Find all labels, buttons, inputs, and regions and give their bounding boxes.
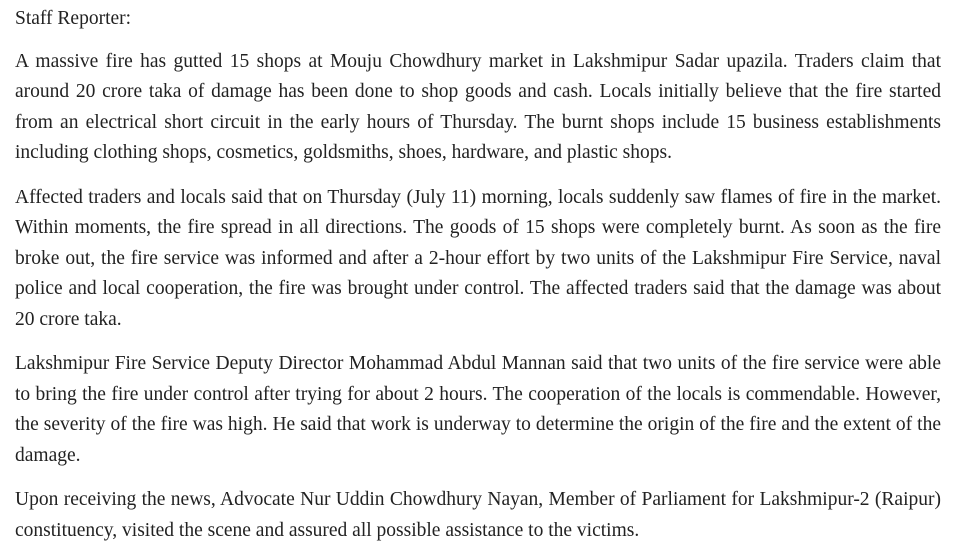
article-paragraph-1: A massive fire has gutted 15 shops at Mouju Chowdhury market in Lakshmipur Sadar upazila. Traders claim that around 20 crore taka of damage has been done to shop goods and cash. Locals initially believe that the fire started from an electrical short circuit in the early hours of Thursday. The burnt shops include 15 business establishments including clothing shops, cosmetics, goldsmiths, shoes, hardware, and plastic shops. — [15, 50, 941, 163]
article-paragraph-2: Affected traders and locals said that on Thursday (July 11) morning, locals suddenly saw flames of fire in the market. Within moments, the fire spread in all directions. The goods of 15 shops were completely burnt. As soon as the fire broke out, the fire service was informed and after a 2-hour effort by two units of the Lakshmipur Fire Service, naval police and local cooperation, the fire was brought under control. The affected traders said that the damage was about 20 crore taka. — [15, 186, 941, 330]
byline: Staff Reporter: — [15, 8, 132, 29]
news-article — [15, 0, 941, 546]
article-paragraph-3: Lakshmipur Fire Service Deputy Director Mohammad Abdul Mannan said that two units of the fire service were able to bring the fire under control after trying for about 2 hours. The cooperation of the locals is commendable. However, the severity of the fire was high. He said that work is underway to determine the origin of the fire and the extent of the damage. — [15, 353, 941, 466]
article-paragraph-4: Upon receiving the news, Advocate Nur Uddin Chowdhury Nayan, Member of Parliament for Lakshmipur-2 (Raipur) constituency, visited the scene and assured all possible assistance to the victims. — [15, 489, 941, 541]
